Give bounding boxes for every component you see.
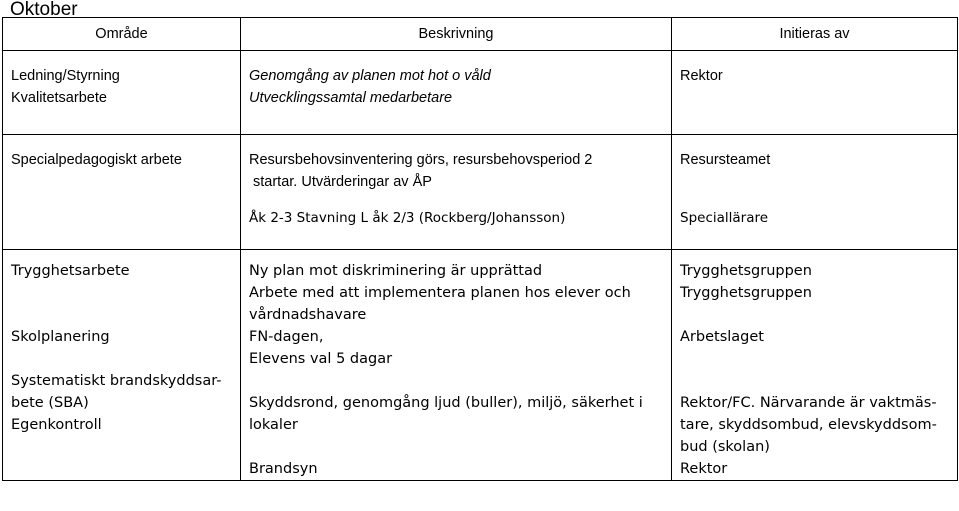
activity-table <box>2 17 958 481</box>
row-1-initiated-by <box>672 51 958 135</box>
area-skolplanering: Skolplanering <box>11 329 110 345</box>
init-bud: bud (skolan) <box>680 439 770 455</box>
desc-diskriminering: Ny plan mot diskriminering är upprättad <box>249 263 543 279</box>
area-trygghet: Trygghetsarbete <box>11 263 130 279</box>
desc-fn-dagen: FN-dagen, <box>249 329 324 345</box>
desc-utvarderingar: startar. Utvärderingar av ÅP <box>253 174 432 190</box>
desc-utvecklingssamtal: Utvecklingssamtal medarbetare <box>249 90 453 106</box>
init-rektor-2: Rektor <box>680 461 728 477</box>
header-description: Beskrivning <box>241 18 672 51</box>
desc-elevens-val: Elevens val 5 dagar <box>249 351 393 367</box>
init-trygghetsgruppen-1: Trygghetsgruppen <box>680 263 812 279</box>
desc-stavning: Åk 2-3 Stavning L åk 2/3 (Rockberg/Johansson) <box>249 210 566 226</box>
header-initiated-by: Initieras av <box>672 18 958 51</box>
month-title: Oktober <box>10 0 78 20</box>
header-area: Område <box>3 18 241 51</box>
init-rektor-fc: Rektor/FC. Närvarande är vaktmäs- <box>680 395 937 411</box>
area-ledning: Ledning/Styrning <box>11 68 120 84</box>
row-2-initiated-by <box>672 135 958 250</box>
table-row <box>3 51 958 135</box>
desc-vardnadshavare: vårdnadshavare <box>249 307 367 323</box>
desc-skyddsrond: Skyddsrond, genomgång ljud (buller), miljö, säkerhet i <box>249 395 643 411</box>
desc-brandsyn: Brandsyn <box>249 461 318 477</box>
init-rektor: Rektor <box>680 68 723 84</box>
row-2-area <box>3 135 241 250</box>
init-tare: tare, skyddsombud, elevskyddsom- <box>680 417 937 433</box>
row-3-area <box>3 250 241 481</box>
init-trygghetsgruppen-2: Trygghetsgruppen <box>680 285 812 301</box>
desc-resursbehov: Resursbehovsinventering görs, resursbehovsperiod 2 <box>249 152 593 168</box>
area-sba-1: Systematiskt brandskyddsar- <box>11 373 222 389</box>
area-specialped: Specialpedagogiskt arbete <box>11 152 182 168</box>
table-row <box>3 250 958 481</box>
row-3-initiated-by <box>672 250 958 481</box>
init-specialarare: Speciallärare <box>680 210 769 226</box>
area-kvalitet: Kvalitetsarbete <box>11 90 107 106</box>
row-3-description <box>241 250 672 481</box>
row-1-area <box>3 51 241 135</box>
area-sba-2: bete (SBA) <box>11 395 89 411</box>
desc-implementera: Arbete med att implementera planen hos elever och <box>249 285 631 301</box>
init-resursteamet: Resursteamet <box>680 152 771 168</box>
table-row <box>3 135 958 250</box>
desc-hot-vald: Genomgång av planen mot hot o våld <box>249 68 491 84</box>
row-2-description <box>241 135 672 250</box>
init-arbetslaget: Arbetslaget <box>680 329 764 345</box>
desc-lokaler: lokaler <box>249 417 298 433</box>
row-1-description <box>241 51 672 135</box>
table-header-row <box>3 18 958 51</box>
area-egenkontroll: Egenkontroll <box>11 417 102 433</box>
